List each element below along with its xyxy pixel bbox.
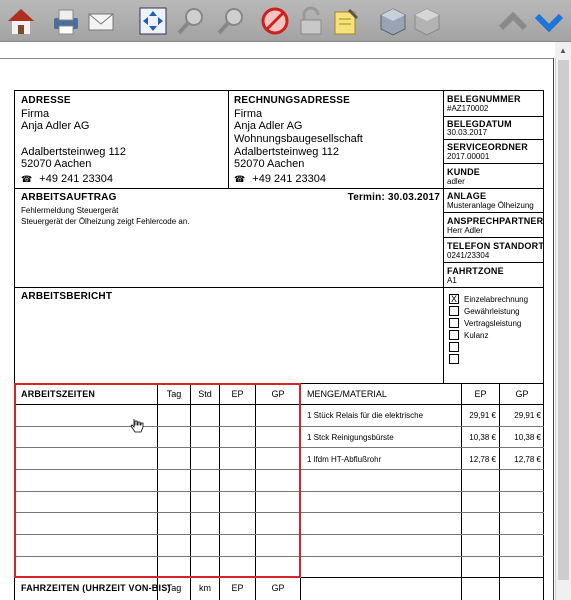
option-checkbox[interactable] <box>449 318 459 328</box>
divider <box>443 163 544 164</box>
home-button[interactable] <box>4 5 38 37</box>
divider <box>443 287 544 288</box>
auftrag-termin: Termin: 30.03.2017 <box>347 192 440 203</box>
address-line2: Anja Adler AG <box>21 120 90 132</box>
table-row <box>300 447 544 448</box>
material-col-gp: GP <box>515 389 529 399</box>
fahr-col-km: km <box>199 583 211 593</box>
material-desc: 1 Stück Relais für die elektrische <box>307 411 424 420</box>
divider <box>443 212 544 213</box>
bericht-header: ARBEITSBERICHT <box>21 291 113 302</box>
address-city: 52070 Aachen <box>21 158 92 170</box>
billing-phone: +49 241 23304 <box>252 173 326 185</box>
scroll-thumb[interactable] <box>558 60 569 580</box>
kunde-value: adler <box>447 177 465 186</box>
table-row <box>300 469 544 470</box>
option-checkbox[interactable]: X <box>450 294 457 304</box>
col-ep: EP <box>231 389 244 399</box>
material-desc: 1 lfdm HT-Abflußrohr <box>307 455 382 464</box>
divider <box>443 262 544 263</box>
billing-line2: Anja Adler AG <box>234 120 303 132</box>
option-checkbox[interactable] <box>449 306 459 316</box>
table-row <box>300 491 544 492</box>
search-button[interactable] <box>174 5 208 37</box>
mail-icon <box>85 6 117 36</box>
next-button[interactable] <box>532 5 566 37</box>
auftrag-line2: Steuergerät der Ölheizung zeigt Fehlercode an. <box>21 217 190 226</box>
address-street: Adalbertsteinweg 112 <box>21 146 126 158</box>
ansprechpartner-label: ANSPRECHPARTNER <box>447 216 544 226</box>
belegnummer-label: BELEGNUMMER <box>447 94 521 104</box>
edit-button[interactable] <box>328 5 362 37</box>
cube-add-button[interactable] <box>412 5 446 37</box>
auftrag-header: ARBEITSAUFTRAG <box>21 192 117 203</box>
cube-button[interactable] <box>376 5 410 37</box>
divider <box>228 90 229 188</box>
belegdatum-value: 30.03.2017 <box>447 128 488 137</box>
telefon-value: 0241/23304 <box>447 251 490 260</box>
home-icon <box>5 6 37 36</box>
option-label: Einzelabrechnung <box>464 295 529 304</box>
edit-note-icon <box>329 6 361 36</box>
search-next-button[interactable] <box>214 5 248 37</box>
cube-icon <box>377 6 409 36</box>
material-gp: 10,38 € <box>514 433 541 442</box>
belegnummer-value: #AZ170002 <box>447 104 489 113</box>
address-line1: Firma <box>21 108 50 120</box>
auftrag-line1: Fehlermeldung Steuergerät <box>21 206 119 215</box>
table-row <box>300 426 544 427</box>
divider <box>14 287 444 288</box>
billing-city: 52070 Aachen <box>234 158 305 170</box>
chevron-down-icon <box>533 6 565 36</box>
option-checkbox[interactable] <box>449 342 459 352</box>
divider <box>443 139 544 140</box>
serviceordner-value: 2017.00001 <box>447 152 490 161</box>
cancel-button[interactable] <box>258 5 292 37</box>
col-std: Std <box>198 389 212 399</box>
telefon-label: TELEFON STANDORT <box>447 241 545 251</box>
fahrzeiten-header: FAHRZEITEN (UHRZEIT VON-BIS) <box>21 583 171 593</box>
printer-icon <box>50 6 82 36</box>
option-label: Vertragsleistung <box>464 319 522 328</box>
billing-line1: Firma <box>234 108 263 120</box>
previous-button[interactable] <box>496 5 530 37</box>
kunde-label: KUNDE <box>447 167 481 177</box>
col-gp: GP <box>271 389 285 399</box>
toolbar <box>0 0 571 42</box>
serviceordner-label: SERVICEORDNER <box>447 142 528 152</box>
fahr-col-tag: Tag <box>166 583 182 593</box>
belegdatum-label: BELEGDATUM <box>447 119 512 129</box>
divider <box>443 188 544 189</box>
scroll-up-arrow[interactable]: ▲ <box>555 42 571 58</box>
material-gp: 12,78 € <box>514 455 541 464</box>
chevron-up-icon <box>497 6 529 36</box>
material-col-ep: EP <box>474 389 487 399</box>
anlage-label: ANLAGE <box>447 191 487 201</box>
selection-highlight[interactable] <box>14 383 301 578</box>
lock-icon <box>295 6 327 36</box>
fahrtzone-label: FAHRTZONE <box>447 266 504 276</box>
move-arrows-icon <box>137 6 169 36</box>
divider <box>443 116 544 117</box>
move-button[interactable] <box>136 5 170 37</box>
divider <box>300 404 544 405</box>
table-row <box>300 534 544 535</box>
table-row <box>300 512 544 513</box>
col-tag: Tag <box>166 389 182 399</box>
billing-header: RECHNUNGSADRESSE <box>234 95 350 106</box>
mail-button[interactable] <box>84 5 118 37</box>
material-ep: 10,38 € <box>469 433 496 442</box>
ansprechpartner-value: Herr Adler <box>447 226 484 235</box>
material-header: MENGE/MATERIAL <box>307 389 387 399</box>
table-row <box>300 556 544 557</box>
lock-button[interactable] <box>294 5 328 37</box>
address-phone-row <box>21 173 113 185</box>
option-label: Gewährleistung <box>464 307 520 316</box>
option-label: Kulanz <box>464 331 489 340</box>
material-desc: 1 Stck Reinigungsbürste <box>307 433 394 442</box>
search-icon <box>215 6 247 36</box>
material-ep: 12,78 € <box>469 455 496 464</box>
fahr-col-ep: EP <box>231 583 244 593</box>
billing-phone-row <box>234 173 326 185</box>
anlage-value: Musteranlage Ölheizung <box>447 201 534 210</box>
search-icon <box>175 6 207 36</box>
divider <box>443 237 544 238</box>
fahr-col-gp: GP <box>271 583 285 593</box>
address-header: ADRESSE <box>21 95 71 106</box>
cube-icon <box>413 6 445 36</box>
billing-street: Adalbertsteinweg 112 <box>234 146 339 158</box>
divider <box>14 188 444 189</box>
print-button[interactable] <box>49 5 83 37</box>
option-checkbox[interactable] <box>449 330 459 340</box>
fahrtzone-value: A1 <box>447 276 457 285</box>
billing-line3: Wohnungsbaugesellschaft <box>234 133 363 145</box>
phone-icon: ☎ <box>234 174 246 184</box>
phone-icon: ☎ <box>21 174 33 184</box>
address-phone: +49 241 23304 <box>39 173 113 185</box>
forbidden-icon <box>259 6 291 36</box>
material-ep: 29,91 € <box>469 411 496 420</box>
material-gp: 29,91 € <box>514 411 541 420</box>
option-checkbox[interactable] <box>449 354 459 364</box>
arbeitszeiten-header: ARBEITSZEITEN <box>21 389 96 399</box>
